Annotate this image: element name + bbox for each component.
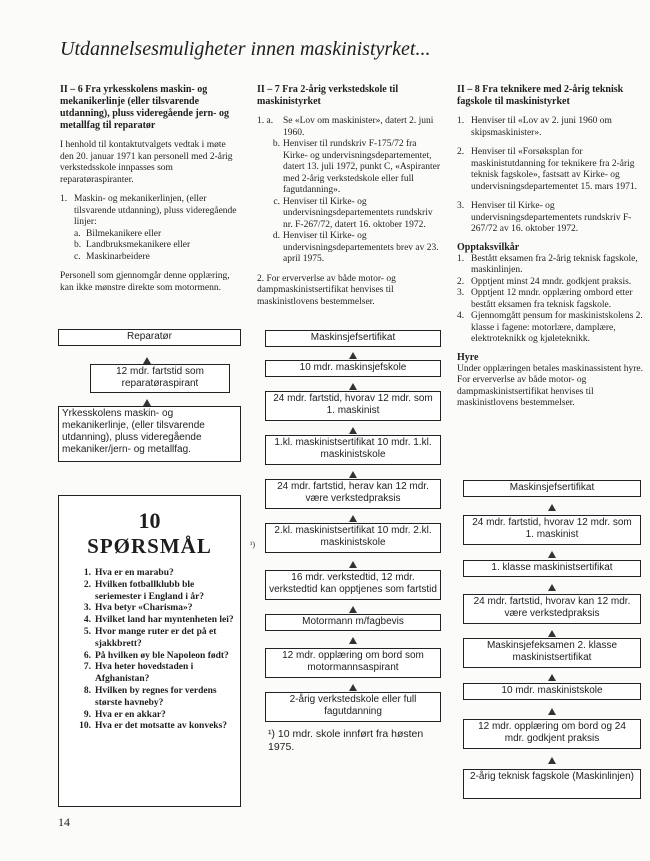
flow-box: 2.kl. maskinistsertifikat 10 mdr. 2.kl. maskinistskole xyxy=(265,523,441,553)
question-number: 5. xyxy=(83,626,91,637)
paragraph: Personell som gjennomgår denne opplæring, kan ikke mønstre direkte som motormenn. xyxy=(60,271,230,293)
list-text: Maskin- og mekanikerlinjen, (eller tilsvarende utdanning), pluss videregående linjer: xyxy=(74,194,237,227)
question-text: Hva betyr «Charisma»? xyxy=(95,603,193,614)
quiz-question xyxy=(71,568,234,580)
flow-box: 24 mdr. fartstid, hvorav 12 mdr. som 1. maskinist xyxy=(463,515,641,545)
flow-box-yrkesskole: Yrkesskolens maskin- og mekanikerlinje, (eller tilsvarende utdanning), pluss videregående mekaniker/jern- og metallfag. xyxy=(58,406,241,462)
flow-box: 24 mdr. fartstid, herav kan 12 mdr. være verkstedpraksis xyxy=(265,479,441,509)
list-item xyxy=(74,252,240,264)
list-text: Opptjent 12 mndr. opplæring ombord etter bestått eksamen fra teknisk fagskole. xyxy=(471,288,633,310)
question-number: 8. xyxy=(83,685,91,696)
quiz-questions xyxy=(71,568,234,733)
list-text: Bilmekanikere eller xyxy=(86,228,162,239)
arrow-up-icon xyxy=(548,708,556,715)
question-text: Hva heter hovedstaden i Afghanistan? xyxy=(95,662,194,685)
quiz-title: SPØRSMÅL xyxy=(87,534,212,558)
list-text: Henviser til Kirke- og undervisningsdepartementets rundskriv nr. F-267/72, datert 16. oktober 1972. xyxy=(283,196,433,230)
flow-box: 10 mdr. maskinsjefskole xyxy=(265,360,441,377)
quiz-question xyxy=(71,627,234,651)
flow-box: 16 mdr. verkstedtid, 12 mdr. verkstedtid kan opptjenes som fartstid xyxy=(265,570,441,600)
question-number: 2. xyxy=(83,579,91,590)
list-item xyxy=(257,139,442,197)
arrow-up-icon xyxy=(349,427,357,434)
list-item xyxy=(457,288,643,311)
question-text: Hva er en akkar? xyxy=(95,709,166,720)
flow-box: Motormann m/fagbevis xyxy=(265,614,441,631)
question-number: 7. xyxy=(83,662,91,673)
list-letter: d. xyxy=(272,231,280,241)
list-letter: c. xyxy=(74,251,81,262)
column-1 xyxy=(60,84,240,294)
section-heading-ii-6: II – 6 Fra yrkesskolens maskin- og mekanikerlinje (eller tilsvarende utdanning), pluss videregående jern- og metallfag til reparatør xyxy=(60,84,230,131)
page-title: Utdannelsesmuligheter innen maskinistyrket... xyxy=(60,38,431,60)
subheading-opptaksvilkar: Opptaksvilkår xyxy=(457,241,520,253)
flow-box: Maskinsjefsertifikat xyxy=(463,480,641,497)
question-text: På hvilken øy ble Napoleon født? xyxy=(95,650,229,661)
flow-box: 24 mdr. fartstid, hvorav kan 12 mdr. være verkstedpraksis xyxy=(463,594,641,624)
quiz-box xyxy=(58,495,241,807)
paragraph: 2. For erververlse av både motor- og dampmaskinistsertifikat henvises til maskinistlovens bestemmelser. xyxy=(257,273,396,307)
list-text: Bestått eksamen fra 2-årig teknisk fagskole, maskinlinjen. xyxy=(471,253,638,275)
flow-box: 2-årig verkstedskole eller full fagutdanning xyxy=(265,692,441,722)
list-text: Henviser til Kirke- og undervisningsdepartementets brev av 23. april 1975. xyxy=(283,231,439,264)
list-number: 4. xyxy=(457,311,465,321)
list-letter: b. xyxy=(74,240,82,250)
subheading-hyre: Hyre xyxy=(457,351,479,363)
question-text: Hvor mange ruter er det på et sjakkbrett? xyxy=(95,626,217,649)
list-item xyxy=(457,147,643,193)
list-item xyxy=(457,201,643,236)
arrow-up-icon xyxy=(548,630,556,637)
list-text: Se «Lov om maskinister», datert 2. juni 1960. xyxy=(283,116,434,138)
arrow-up-icon xyxy=(548,757,556,764)
list-text: Henviser til Kirke- og undervisningsdepartementets rundskriv F-267/72 av 16. oktober 1972. xyxy=(471,201,632,234)
paragraph: I henhold til kontaktutvalgets vedtak i møte den 20. januar 1971 kan personell med 2-årig verkstedsskole innpasses som reparatøraspiranter. xyxy=(60,140,233,185)
list-item xyxy=(457,277,643,289)
list-item xyxy=(60,194,240,229)
sub-list xyxy=(60,229,240,264)
flow-box: 1. klasse maskinistsertifikat xyxy=(463,560,641,577)
question-text: Hvilken by regnes for verdens største havneby? xyxy=(95,685,217,708)
paragraph: For erververlse av både motor- og dampmaskinistsertifikat henvises til maskinistlovens bestemmelser. xyxy=(457,375,594,408)
question-number: 10. xyxy=(79,721,91,732)
quiz-number: 10 xyxy=(138,508,161,533)
flow-box: 10 mdr. maskinistskole xyxy=(463,683,641,700)
column-3 xyxy=(457,84,643,410)
arrow-up-icon xyxy=(548,584,556,591)
flow-box-fartstid: 12 mdr. fartstid som reparatøraspirant xyxy=(90,364,230,393)
section-heading-ii-7: II – 7 Fra 2-årig verkstedskole til maskinistyrket xyxy=(257,84,399,107)
list-text: Henviser til rundskriv F-175/72 fra Kirke- og undervisningsdepartementet, datert 13. juli 1972, punkt C, «Aspiranter med 2-årig verkstedskole eller full fagutdanning». xyxy=(283,139,440,195)
list-item xyxy=(74,229,240,241)
arrow-up-icon xyxy=(349,383,357,390)
section-heading-ii-8: II – 8 Fra teknikere med 2-årig teknisk fagskole til maskinistyrket xyxy=(457,84,624,107)
list-letter: b. xyxy=(272,139,280,149)
arrow-up-icon xyxy=(349,684,357,691)
arrow-up-icon xyxy=(143,357,151,364)
list-item xyxy=(457,254,643,277)
flow-box: 12 mdr. opplæring om bord som motormannsaspirant xyxy=(265,648,441,678)
list-item xyxy=(457,116,643,139)
question-text: Hva er det motsatte av konveks? xyxy=(95,721,228,732)
paragraph: Under opplæringen betales maskinassistent hyre. xyxy=(457,363,644,374)
arrow-up-icon xyxy=(349,352,357,359)
arrow-up-icon xyxy=(349,637,357,644)
arrow-up-icon xyxy=(548,551,556,558)
arrow-up-icon xyxy=(548,674,556,681)
flow-box: 1.kl. maskinistsertifikat 10 mdr. 1.kl. maskinistskole xyxy=(265,435,441,465)
footnote: ¹) 10 mdr. skole innført fra høsten 1975. xyxy=(268,728,424,753)
flow-box: 2-årig teknisk fagskole (Maskinlinjen) xyxy=(463,769,641,799)
page-number: 14 xyxy=(58,815,70,829)
list-item xyxy=(74,240,240,252)
question-number: 3. xyxy=(83,603,91,614)
list-text: Henviser til «Lov av 2. juni 1960 om skipsmaskinister». xyxy=(471,116,612,138)
list-item xyxy=(257,231,442,266)
list-number: 1. xyxy=(457,116,465,126)
footnote-marker: ¹) xyxy=(250,540,256,549)
list-text: Gjennomgått pensum for maskinistskolens 2. klasse i fagene: motorlære, damplære, elektroteknikk og kjøleteknikk. xyxy=(471,311,643,344)
list-text: Maskinarbeidere xyxy=(86,251,150,262)
list-number: 1. xyxy=(457,253,465,264)
list-number: 2. xyxy=(457,276,465,287)
flow-box: Maskinsjefsertifikat xyxy=(265,330,441,347)
question-number: 6. xyxy=(83,650,91,661)
list-item xyxy=(257,116,442,139)
question-number: 9. xyxy=(83,709,91,720)
arrow-up-icon xyxy=(349,561,357,568)
quiz-question xyxy=(71,651,234,663)
list-letter: a. xyxy=(74,228,81,239)
arrow-up-icon xyxy=(349,606,357,613)
flow-box: 24 mdr. fartstid, hvorav 12 mdr. som 1. maskinist xyxy=(265,391,441,421)
quiz-question xyxy=(71,662,234,686)
quiz-question xyxy=(71,710,234,722)
column-2 xyxy=(257,84,442,308)
question-number: 1. xyxy=(83,568,91,578)
quiz-question xyxy=(71,603,234,615)
question-text: Hvilket land har myntenheten lei? xyxy=(95,615,234,626)
arrow-up-icon xyxy=(548,504,556,511)
list-text: Opptjent minst 24 mndr. godkjent praksis. xyxy=(471,276,632,287)
arrow-up-icon xyxy=(349,515,357,522)
list-number: 3. xyxy=(457,288,465,298)
flow-box: 12 mdr. opplæring om bord og 24 mdr. godkjent praksis xyxy=(463,719,641,749)
quiz-question xyxy=(71,686,234,710)
reference-list xyxy=(257,116,442,266)
question-number: 4. xyxy=(83,615,91,626)
quiz-question xyxy=(71,615,234,627)
quiz-question xyxy=(71,580,234,604)
question-text: Hvilken fotballklubb ble seriemester i England i år? xyxy=(95,579,205,602)
list-item xyxy=(257,197,442,232)
arrow-up-icon xyxy=(349,471,357,478)
list-number: 2. xyxy=(457,147,465,157)
quiz-question xyxy=(71,721,234,733)
list-text: Landbruksmekanikere eller xyxy=(86,240,191,250)
list-item xyxy=(457,311,643,346)
list-text: Henviser til «Forsøksplan for maskinistutdanning for teknikere fra 2-årig teknisk fagskole», fastsatt av Kirke- og undervisningsdepartementet 15. mars 1971. xyxy=(471,147,637,192)
list-letter: c. xyxy=(273,196,280,207)
list-number: 3. xyxy=(457,201,465,211)
question-text: Hva er en marabu? xyxy=(95,568,174,578)
list-number: 1. xyxy=(60,194,68,204)
list-number: 1. a. xyxy=(257,116,274,126)
arrow-up-icon xyxy=(143,399,151,406)
flow-box: Maskinsjefeksamen 2. klasse maskinistsertifikat xyxy=(463,638,641,668)
flow-box-reparator: Reparatør xyxy=(58,329,241,346)
